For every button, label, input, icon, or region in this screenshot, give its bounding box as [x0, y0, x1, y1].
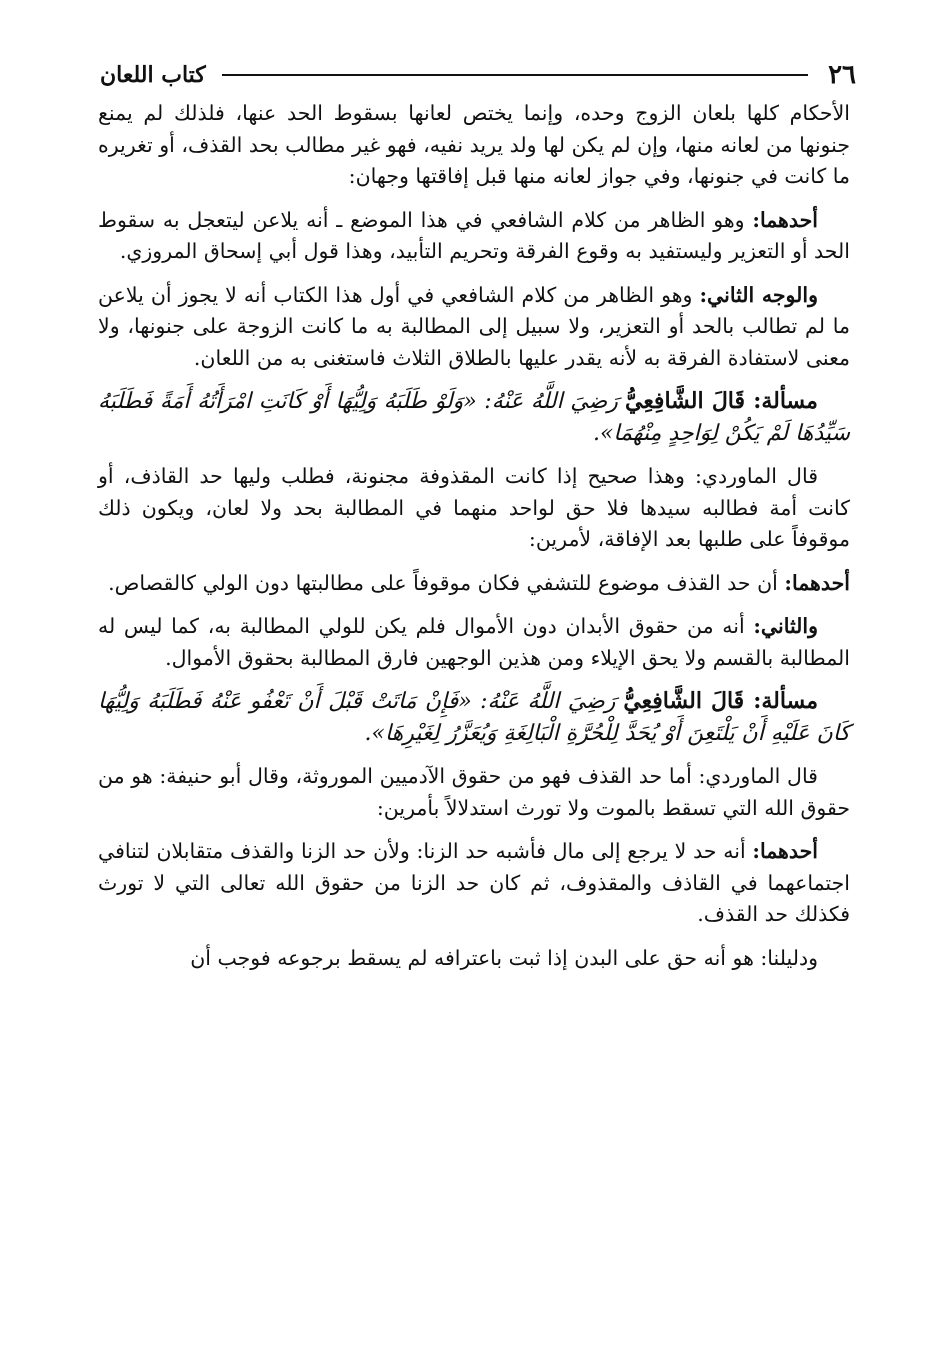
paragraph-text: أنه من حقوق الأبدان دون الأموال فلم يكن للولي المطالبة به، كما ليس له المطالبة بالقسم ولا يحق الإيلاء ومن هذين الوجهين فارق المطالبة بحقوق الأموال. [98, 614, 850, 670]
paragraph [98, 611, 850, 674]
paragraph [98, 568, 850, 600]
page-number: ٢٦ [828, 60, 856, 90]
mas-ala-paragraph [98, 386, 850, 449]
paragraph [98, 205, 850, 268]
mas-ala-lead: مسألة: قَالَ الشَّافِعِيُّ [624, 388, 818, 414]
paragraph [98, 943, 850, 975]
paragraph [98, 280, 850, 375]
header-rule [222, 74, 808, 76]
paragraph-lead: والثاني: [753, 614, 818, 638]
paragraph-text: وهو الظاهر من كلام الشافعي في أول هذا الكتاب أنه لا يجوز أن يلاعن ما لم تطالب بالحد أو التعزير، ولا سبيل إلى المطالبة به ما كانت الزوجة على جنونها، ولا معنى لاستفادة الفرقة به لأنه يقدر عليها بالطلاق الثلاث فاستغنى به من اللعان. [98, 282, 850, 370]
paragraph [98, 461, 850, 556]
paragraph-lead: أحدهما: [752, 839, 818, 863]
paragraph-lead: أحدهما: [752, 207, 818, 232]
paragraph-text: أن حد القذف موضوع للتشفي فكان موقوفاً على مطالبتها دون الولي كالقصاص. [108, 570, 778, 595]
running-title: كتاب اللعان [100, 62, 206, 88]
paragraph-text: ودليلنا: هو أنه حق على البدن إذا ثبت باعترافه لم يسقط برجوعه فوجب أن [190, 945, 818, 970]
paragraph [98, 98, 850, 193]
page-header [100, 58, 856, 92]
paragraph-lead: أحدهما: [784, 570, 850, 595]
paragraph-text: الأحكام كلها بلعان الزوج وحده، وإنما يختص لعانها بسقوط الحد عنها، فلذلك لم يمنع جنونها من لعانه منها، وإن لم يكن لها ولد يريد نفيه، فهو غير مطالب بحد القذف، أو تغريره ما كانت في جنونها، وفي جواز لعانه منها قبل إفاقتها وجهان: [98, 101, 850, 188]
paragraph-text: قال الماوردي: وهذا صحيح إذا كانت المقذوفة مجنونة، فطلب وليها حد القاذف، أو كانت أمة فطالبه سيدها فلا حق لواحد منهما في المطالبة بحد ولا لعان، ويكون ذلك موقوفاً على طلبها بعد الإفاقة، لأمرين: [98, 464, 850, 551]
paragraph [98, 761, 850, 824]
mas-ala-paragraph [98, 686, 850, 749]
shafii-quote: رَضِيَ اللَّهُ عَنْهُ: «فَإِنْ مَاتَتْ قَبْلَ أَنْ تَعْفُو عَنْهُ فَطَلَبَهُ وَلِيُّهَا كَانَ عَلَيْهِ أَنْ يَلْتَعِنَ أَوْ يُحَدَّ لِلْحُرَّةِ الْبَالِغَةِ وَيُعَزَّرُ لِغَيْرِهَا». [98, 689, 850, 746]
paragraph-text: وهو الظاهر من كلام الشافعي في هذا الموضع ـ أنه يلاعن ليتعجل به سقوط الحد أو التعزير وليستفيد به وقوع الفرقة وتحريم التأبيد، وهذا قول أبي إسحاق المروزي. [98, 207, 850, 263]
page-body [98, 98, 850, 986]
paragraph-lead: والوجه الثاني: [699, 282, 818, 307]
mas-ala-lead: مسألة: قَالَ الشَّافِعِيُّ [623, 688, 818, 714]
paragraph-text: أنه حد لا يرجع إلى مال فأشبه حد الزنا: ولأن حد الزنا والقذف متقابلان لتنافي اجتماعهما في القاذف والمقذوف، ثم كان حد الزنا من حقوق الله تعالى التي لا تورث فكذلك حد القذف. [98, 839, 850, 926]
paragraph [98, 836, 850, 931]
paragraph-text: قال الماوردي: أما حد القذف فهو من حقوق الآدميين الموروثة، وقال أبو حنيفة: هو من حقوق الله التي تسقط بالموت ولا تورث استدلالاً بأمرين: [98, 764, 850, 820]
shafii-quote: رَضِيَ اللَّهُ عَنْهُ: «وَلَوْ طَلَبَهُ وَلِيُّهَا أَوْ كَانَتِ امْرَأَتُهُ أَمَةً فَطَلَبَهُ سَيِّدُهَا لَمْ يَكُنْ لِوَاحِدٍ مِنْهُمَا». [98, 389, 850, 446]
